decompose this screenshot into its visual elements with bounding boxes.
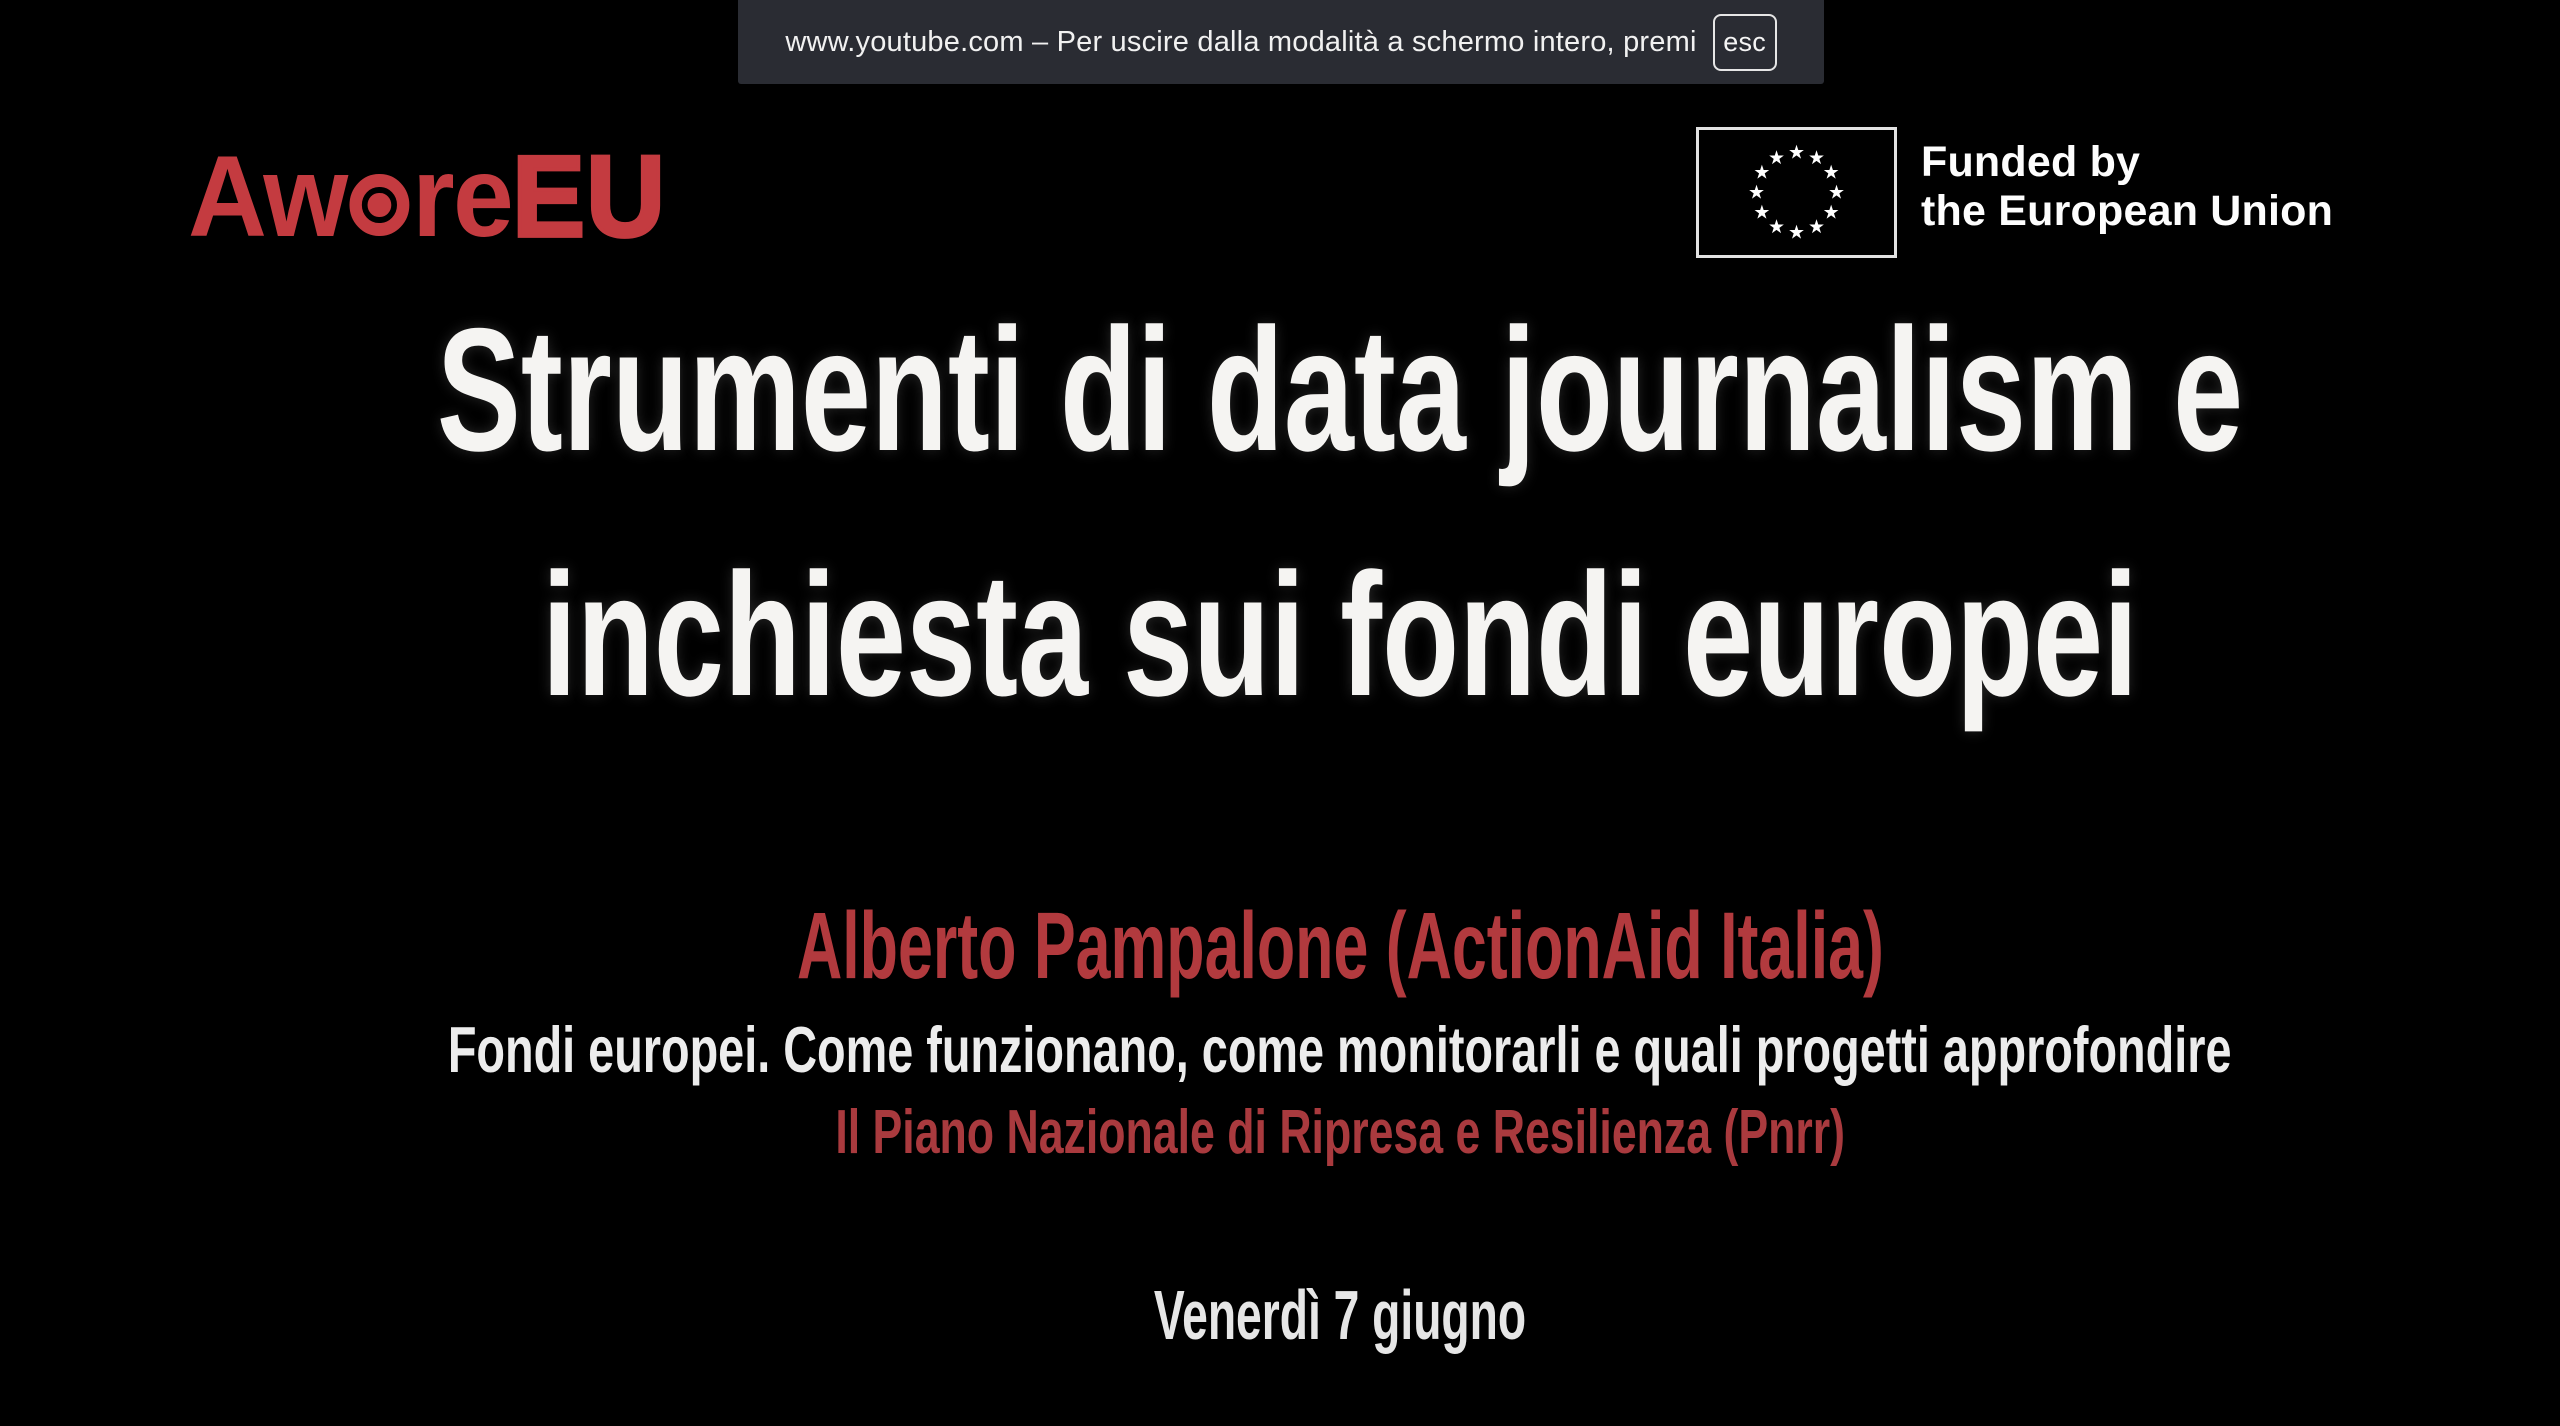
star-icon: ★: [1787, 222, 1806, 243]
eu-funding-line1: Funded by: [1921, 138, 2141, 186]
star-icon: ★: [1787, 142, 1806, 163]
star-icon: ★: [1822, 162, 1840, 183]
eu-funding-line2: the European Union: [1921, 187, 2334, 235]
slide-title: [60, 268, 2560, 758]
logo-bullseye-dot: [368, 193, 391, 217]
star-icon: ★: [1753, 162, 1771, 183]
star-icon: ★: [1822, 202, 1840, 223]
star-icon: ★: [1807, 147, 1826, 169]
logo-text-mid: re: [412, 133, 513, 261]
toast-message: www.youtube.com – Per uscire dalla modalità a schermo intero, premi: [785, 25, 1697, 58]
event-date: Venerdì 7 giugno: [1153, 1276, 1527, 1354]
esc-key-hint: esc: [1713, 14, 1777, 71]
slide-title-line1: Strumenti di data journalism e: [436, 293, 2244, 488]
awareeu-logo-text: [188, 133, 667, 261]
speaker-name: Alberto Pampalone (ActionAid Italia): [796, 893, 1884, 999]
star-icon: ★: [1807, 216, 1826, 238]
star-icon: ★: [1767, 147, 1786, 169]
star-icon: ★: [1827, 182, 1846, 203]
slide-title-line2: inchiesta sui fondi europei: [541, 538, 2139, 733]
fullscreen-exit-toast: [738, 0, 1824, 84]
star-icon: ★: [1753, 202, 1771, 223]
eu-flag-icon: [1696, 127, 1897, 258]
eu-funding-label: [1921, 138, 2333, 236]
talk-topic: Fondi europei. Come funzionano, come monitorarli e quali progetti approfondire: [448, 1013, 2232, 1086]
eu-flag-stars: [1699, 130, 1894, 255]
star-icon: ★: [1747, 182, 1766, 203]
logo-text-prefix: Aw: [188, 133, 347, 261]
star-icon: ★: [1767, 216, 1786, 238]
logo-text-suffix: EU: [512, 133, 667, 261]
awareeu-logo: [188, 133, 691, 261]
talk-subtopic: Il Piano Nazionale di Ripresa e Resilienza (Pnrr): [835, 1098, 1845, 1167]
logo-bullseye-a-icon: [350, 174, 409, 236]
